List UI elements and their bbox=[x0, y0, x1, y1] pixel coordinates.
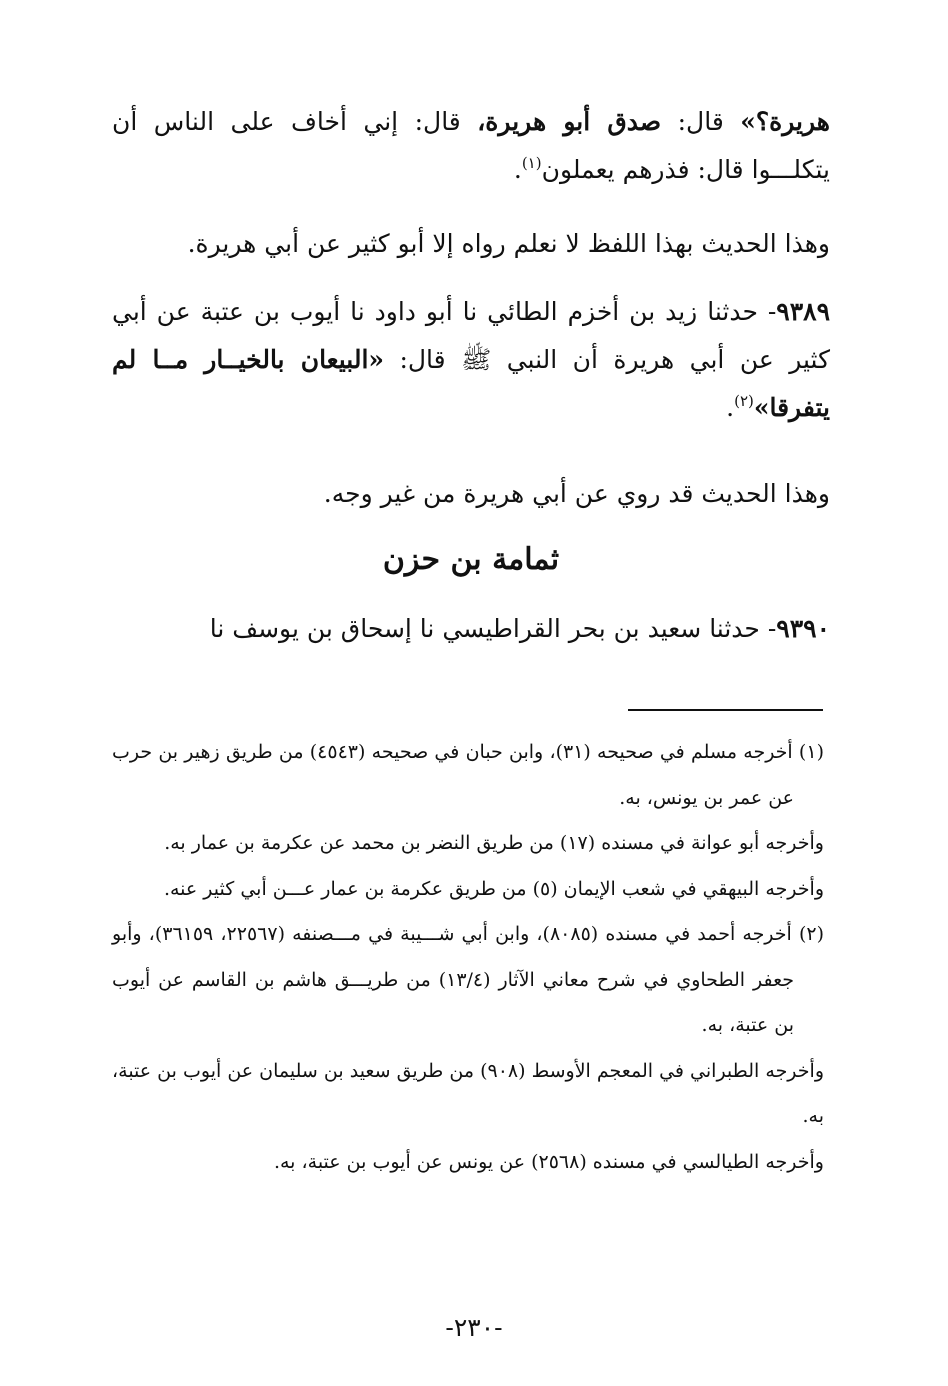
paragraph-2: وهذا الحديث بهذا اللفظ لا نعلم رواه إلا أبو كثير عن أبي هريرة. bbox=[187, 229, 830, 258]
footnote-1: (١) أخرجه مسلم في صحيحه (٣١)، وابن حبان في صحيحه (٤٥٤٣) من طريق زهير بن حرب عن عمر بن يونس، به. bbox=[112, 741, 824, 809]
quote-abu-hurayra: صدق أبو هريرة، bbox=[477, 107, 662, 136]
hadith-isnad: - حدثنا زيد بن أخزم الطائي نا أبو داود نا أيوب بن عتبة عن أبي كثير عن أبي هريرة أن النبي ﷺ قال: bbox=[112, 297, 830, 374]
period: . bbox=[513, 155, 522, 184]
footnote-separator bbox=[628, 709, 823, 711]
footnote-2-line: وأخرجه الطيالسي في مسنده (٢٥٦٨) عن يونس عن أيوب بن عتبة، به. bbox=[273, 1150, 824, 1173]
footnote-ref-1: (١) bbox=[521, 154, 542, 172]
period: . bbox=[726, 393, 735, 422]
hadith-number: ٩٣٨٩ bbox=[776, 297, 830, 326]
footnotes bbox=[112, 730, 824, 1185]
hadith-9389 bbox=[112, 288, 830, 432]
hadith-number: ٩٣٩٠ bbox=[776, 614, 830, 643]
hadith-9390 bbox=[112, 605, 830, 653]
paragraph-3: وهذا الحديث قد روي عن أبي هريرة من غير وجه. bbox=[323, 479, 830, 508]
text-said: قال: bbox=[661, 107, 741, 136]
hadith-matn: «البيعان بالخيــار مــا لم يتفرقا» bbox=[112, 345, 830, 422]
footnote-2-line: وأخرجه الطبراني في المعجم الأوسط (٩٠٨) من طريق سعيد بن سليمان عن أيوب بن عتبة، به. bbox=[112, 1059, 824, 1127]
paragraph-1 bbox=[112, 98, 830, 194]
section-heading: ثمامة بن حزن bbox=[382, 542, 560, 577]
footnote-1-line: وأخرجه البيهقي في شعب الإيمان (٥) من طريق عكرمة بن عمار عـــن أبي كثير عنه. bbox=[163, 877, 824, 900]
footnote-1-line: وأخرجه أبو عوانة في مسنده (١٧) من طريق النضر بن محمد عن عكرمة بن عمار به. bbox=[164, 832, 824, 854]
hadith-isnad: - حدثنا سعيد بن بحر القراطيسي نا إسحاق بن يوسف نا bbox=[209, 614, 777, 643]
page-number: -٢٣٠- bbox=[445, 1313, 503, 1342]
quote-end: هريرة؟» bbox=[740, 107, 830, 136]
footnote-ref-2: (٢) bbox=[734, 392, 754, 410]
text-continuation: قال: إني أخاف على الناس أن يتكلـــوا قال: فذرهم يعملون bbox=[112, 107, 830, 184]
footnote-2: (٢) أخرجه أحمد في مسنده (٨٠٨٥)، وابن أبي شـــيبة في مـــصنفه (٢٢٥٦٧، ٣٦١٥٩)، وأبو جعفر الطحاوي في شرح معاني الآثار (١٣/٤) من طريـــق هاشم بن القاسم عن أيوب بن عتبة، به. bbox=[112, 923, 824, 1036]
